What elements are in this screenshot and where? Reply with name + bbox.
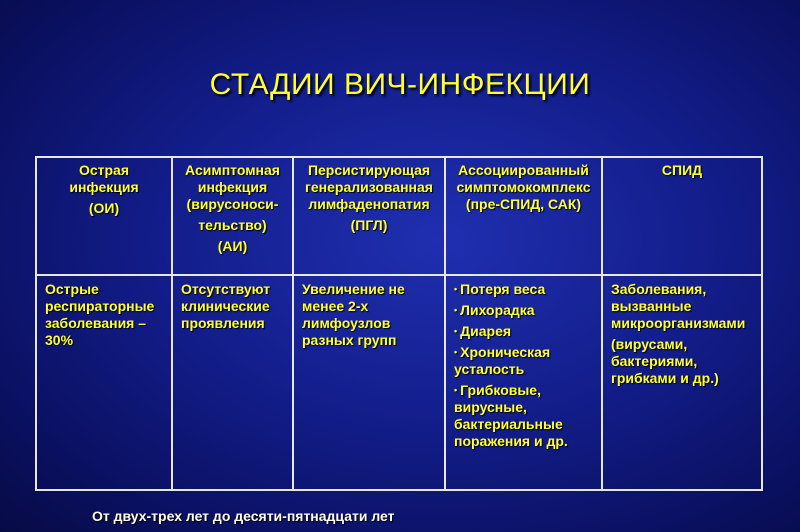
symptom-text: Грибковые, [460,382,541,398]
header-line: симптомокомплекс [456,179,591,195]
header-line: инфекция [69,179,139,195]
header-line: Ассоциированный [458,162,589,178]
header-line: тельство) [198,217,267,233]
list-item [454,302,595,319]
header-line: (ОИ) [88,200,120,216]
cell-line: Отсутствуют [181,281,271,297]
symptom-text: Хроническая [460,344,551,360]
cell-line: респираторные [45,298,155,314]
cell-line: менее 2-х [302,298,369,314]
cell-line: грибками и др.) [611,370,719,386]
cell-asymptomatic-infection [172,275,293,490]
cell-line: Увеличение не [302,281,405,297]
header-line: (пре-СПИД, САК) [465,196,582,212]
header-pgl [293,157,445,275]
bullet-icon: • [454,326,458,336]
symptom-text: Диарея [460,323,512,339]
cell-line: Заболевания, [611,281,707,297]
symptom-text: поражения и др. [454,433,568,449]
header-acute-infection [36,157,172,275]
header-line: Острая [78,162,130,178]
header-line: (ПГЛ) [350,217,388,233]
symptom-text: усталость [454,361,525,377]
cell-aids [602,275,762,490]
list-item [454,344,595,378]
header-line: (вирусоноси- [186,196,279,212]
duration-caption: От двух-трех лет до десяти-пятнадцати лет [92,508,395,524]
slide-title: СТАДИИ ВИЧ-ИНФЕКЦИИ [209,68,591,101]
cell-line: бактериями, [611,353,698,369]
cell-line: вызванные [611,298,692,314]
header-line: генерализованная [305,179,433,195]
cell-line: проявления [181,315,265,331]
header-line: СПИД [661,162,703,178]
symptom-text: Потеря веса [460,281,546,297]
bullet-icon: • [454,305,458,315]
list-item [454,281,595,298]
header-line: лимфаденопатия [308,196,430,212]
bullet-icon: • [454,347,458,357]
list-item [454,382,595,450]
header-line: инфекция [197,179,268,195]
cell-line: 30% [45,332,74,348]
list-item [454,323,595,340]
header-line: Персистирующая [307,162,431,178]
cell-line: (вирусами, [611,336,688,352]
header-aids [602,157,762,275]
cell-line: разных групп [302,332,397,348]
cell-line: заболевания – [45,315,147,331]
cell-associated-complex [445,275,602,490]
symptom-text: вирусные, [454,399,527,415]
header-asymptomatic-infection [172,157,293,275]
stages-table [35,156,763,491]
header-associated-complex [445,157,602,275]
symptom-text: бактериальные [454,416,563,432]
header-line: (АИ) [217,238,248,254]
symptom-list [454,281,595,450]
cell-line: клинические [181,298,270,314]
header-row [36,157,762,275]
header-line: Асимптомная [185,162,280,178]
bullet-icon: • [454,385,458,395]
cell-acute-infection [36,275,172,490]
symptom-text: Лихорадка [460,302,535,318]
cell-line: микроорганизмами [611,315,746,331]
cell-line: лимфоузлов [302,315,391,331]
content-row [36,275,762,490]
bullet-icon: • [454,284,458,294]
cell-line: Острые [45,281,99,297]
cell-pgl [293,275,445,490]
